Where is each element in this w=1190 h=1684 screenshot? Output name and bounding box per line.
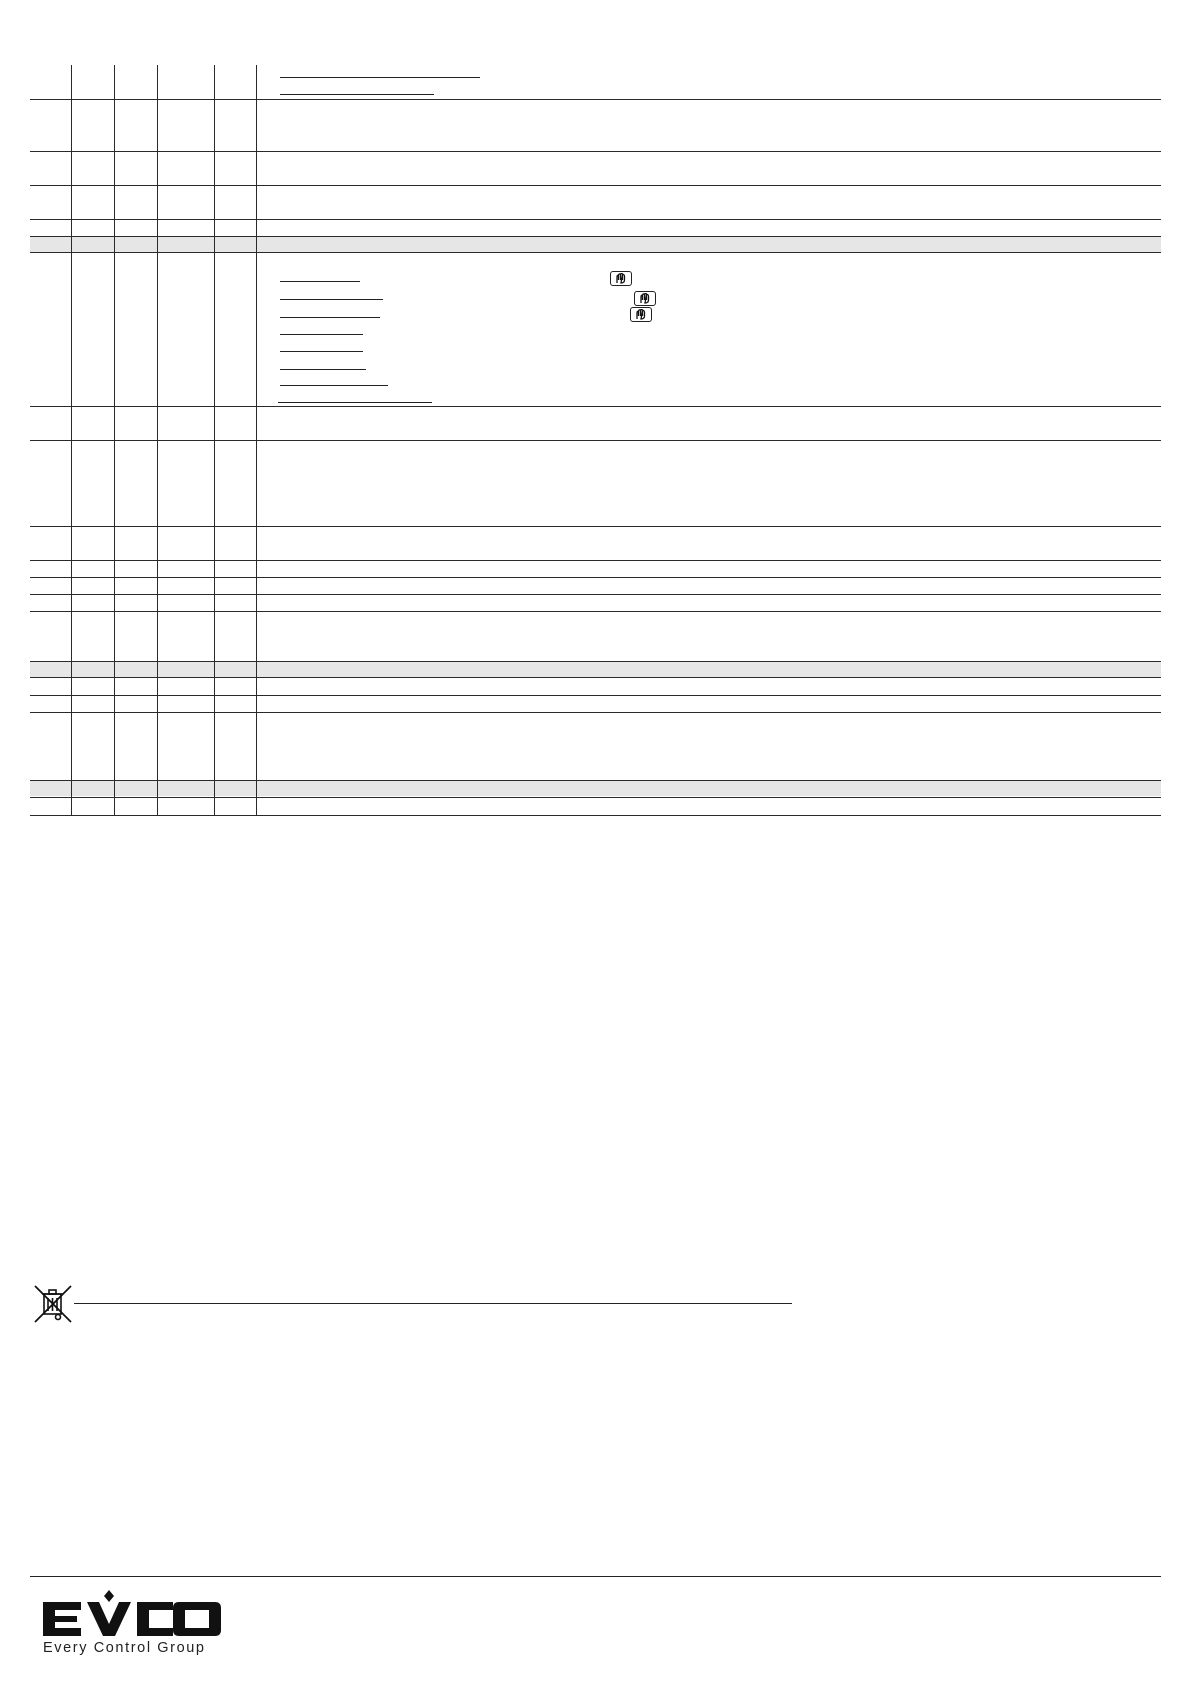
table-section-band-1 (30, 236, 1161, 252)
table-row-rule (30, 406, 1161, 407)
underline-stub (280, 94, 434, 95)
table-row-rule (30, 797, 1161, 798)
table-section-band-3 (30, 780, 1161, 796)
crossed-out-wheelie-bin-icon (32, 1283, 74, 1325)
table-row-rule (30, 577, 1161, 578)
table-row-rule (30, 219, 1161, 220)
table-row-rule (30, 677, 1161, 678)
table-row-rule (30, 526, 1161, 527)
table-row-rule (30, 99, 1161, 100)
underline-stub (280, 281, 360, 282)
table-column-rule (114, 65, 115, 815)
table-row-rule (30, 440, 1161, 441)
table-row-rule (30, 560, 1161, 561)
table-row-rule (30, 780, 1161, 781)
table-row-rule (30, 661, 1161, 662)
hand-key-icon (630, 307, 652, 322)
table-column-rule (71, 65, 72, 815)
table-row-rule (30, 611, 1161, 612)
hand-key-icon (610, 271, 632, 286)
underline-stub (280, 334, 363, 335)
tagline: Every Control Group (43, 1640, 206, 1656)
underline-stub (278, 402, 432, 403)
table-row-rule (30, 594, 1161, 595)
underline-stub (280, 317, 380, 318)
underline-stub (280, 299, 383, 300)
table-column-rule (214, 65, 215, 815)
underline-stub (280, 77, 480, 78)
table-row-rule (30, 712, 1161, 713)
table-row-rule (30, 151, 1161, 152)
table-row-rule (30, 236, 1161, 237)
footer-rule (30, 1576, 1161, 1577)
table-row-rule (30, 252, 1161, 253)
underline-stub (280, 385, 388, 386)
hand-key-icon (634, 291, 656, 306)
table-row-rule (30, 695, 1161, 696)
underline-stub (280, 351, 363, 352)
table-section-band-2 (30, 661, 1161, 677)
table-row-rule (30, 185, 1161, 186)
table-column-rule (157, 65, 158, 815)
table-row-rule (30, 815, 1161, 816)
underline-stub (280, 369, 366, 370)
table-column-rule (256, 65, 257, 815)
weee-rule (74, 1303, 792, 1304)
